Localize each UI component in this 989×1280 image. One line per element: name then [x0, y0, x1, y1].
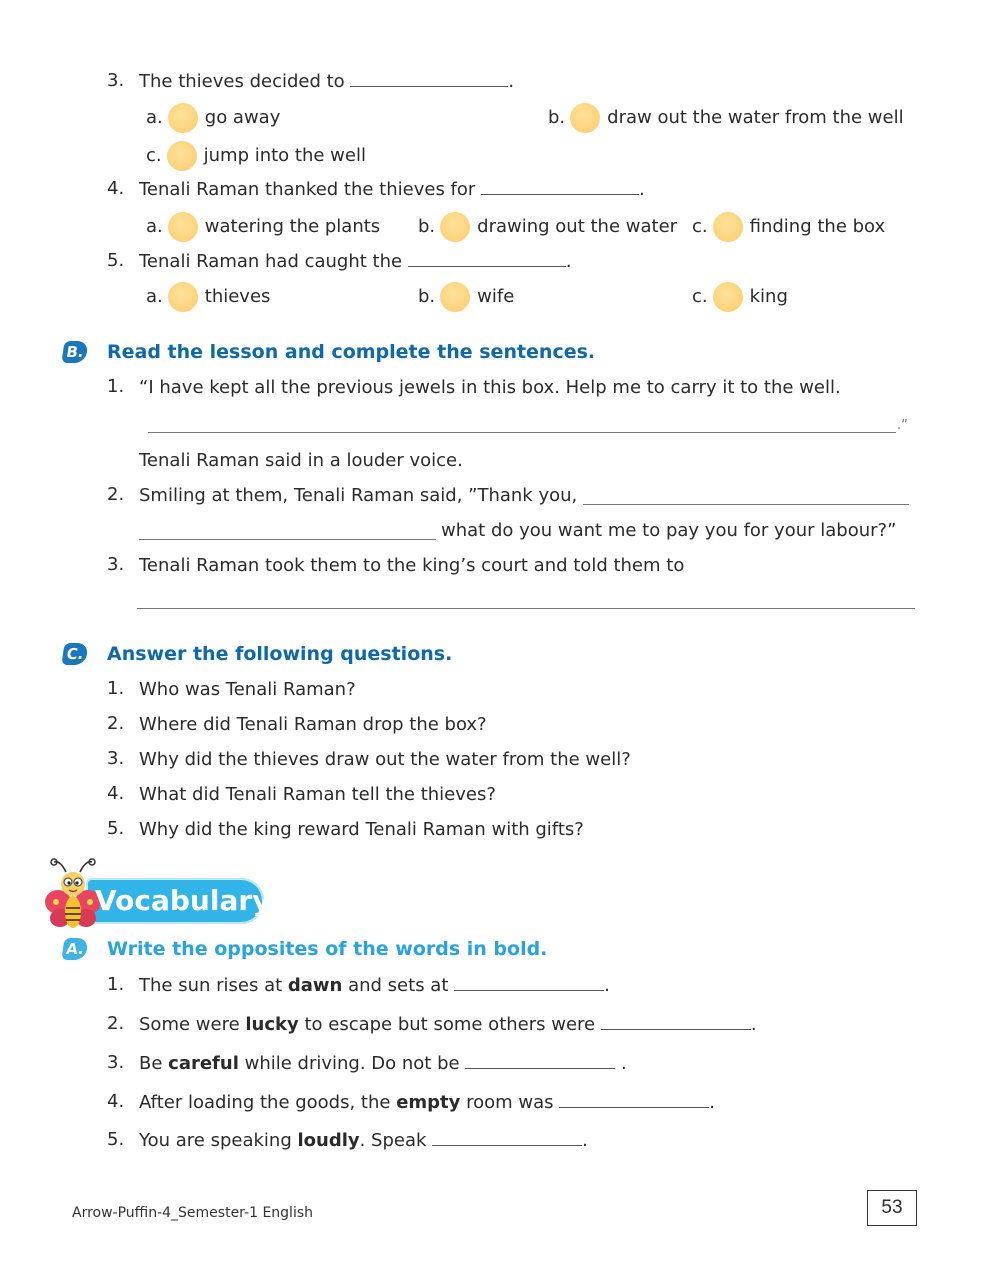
vocab-sentence: You are speaking loudly. Speak .: [139, 1130, 588, 1151]
answer-bubble[interactable]: [168, 103, 198, 133]
option-text: king: [749, 286, 788, 307]
vocab-sentence: The sun rises at dawn and sets at .: [139, 975, 610, 996]
answer-bubble[interactable]: [440, 212, 470, 242]
item-number: 3.: [107, 554, 125, 575]
section-b-badge: B.: [61, 341, 88, 363]
item-number: 1.: [107, 974, 125, 995]
option-3c[interactable]: [146, 141, 366, 171]
question-number: 3.: [107, 70, 125, 91]
vocab-a-badge: A.: [61, 938, 88, 960]
answer-blank[interactable]: [465, 1052, 615, 1069]
answer-blank[interactable]: [559, 1091, 709, 1108]
question-number: 5.: [107, 250, 125, 271]
book-footer: Arrow-Puffin-4_Semester-1 English: [72, 1205, 314, 1221]
answer-bubble[interactable]: [713, 282, 743, 312]
sentence-text: Tenali Raman took them to the king’s court and told them to: [139, 555, 685, 576]
section-c-heading: Answer the following questions.: [107, 643, 453, 665]
item-number: 3.: [107, 748, 125, 769]
answer-blank[interactable]: [481, 178, 639, 195]
option-5a[interactable]: [146, 282, 270, 312]
option-text: watering the plants: [204, 216, 381, 237]
question-number: 4.: [107, 178, 125, 199]
option-text: draw out the water from the well: [607, 107, 904, 128]
option-letter: a.: [146, 107, 163, 128]
option-letter: a.: [146, 286, 163, 307]
question-text: Where did Tenali Raman drop the box?: [139, 714, 487, 735]
answer-line[interactable]: [137, 608, 915, 609]
question-text: Who was Tenali Raman?: [139, 679, 356, 700]
item-number: 4.: [107, 1091, 125, 1112]
answer-blank[interactable]: [350, 70, 508, 87]
item-number: 5.: [107, 1129, 125, 1150]
question-text: Why did the thieves draw out the water from the well?: [139, 749, 631, 770]
option-letter: b.: [548, 107, 566, 128]
vocabulary-title: Vocabulary: [95, 884, 271, 917]
vocab-sentence: Some were lucky to escape but some others were .: [139, 1014, 757, 1035]
option-text: drawing out the water: [477, 216, 678, 237]
item-number: 2.: [107, 484, 125, 505]
section-b-heading: Read the lesson and complete the sentences.: [107, 341, 596, 363]
item-number: 1.: [107, 678, 125, 699]
option-letter: c.: [692, 216, 708, 237]
page-number: 53: [867, 1190, 917, 1226]
option-text: go away: [204, 107, 281, 128]
item-number: 5.: [107, 818, 125, 839]
sentence-text: Tenali Raman said in a louder voice.: [139, 450, 463, 471]
answer-line[interactable]: [583, 504, 909, 505]
question-text: What did Tenali Raman tell the thieves?: [139, 784, 496, 805]
sentence-text: what do you want me to pay you for your labour?”: [441, 520, 897, 541]
sentence-text: “I have kept all the previous jewels in this box. Help me to carry it to the well.: [139, 377, 841, 398]
option-text: wife: [477, 286, 515, 307]
sentence-text: Smiling at them, Tenali Raman said, ”Thank you,: [139, 485, 578, 506]
answer-bubble[interactable]: [168, 282, 198, 312]
answer-bubble[interactable]: [440, 282, 470, 312]
option-letter: c.: [146, 145, 162, 166]
option-4b[interactable]: [418, 212, 677, 242]
answer-line[interactable]: [139, 539, 436, 540]
answer-line[interactable]: [148, 432, 896, 433]
answer-bubble[interactable]: [168, 212, 198, 242]
option-letter: b.: [418, 286, 436, 307]
answer-blank[interactable]: [408, 250, 566, 267]
question-text: Tenali Raman had caught the .: [139, 251, 572, 272]
item-number: 1.: [107, 376, 125, 397]
answer-blank[interactable]: [432, 1129, 582, 1146]
answer-blank[interactable]: [601, 1013, 751, 1030]
item-number: 2.: [107, 713, 125, 734]
answer-bubble[interactable]: [167, 141, 197, 171]
option-4c[interactable]: [692, 212, 885, 242]
option-3a[interactable]: [146, 103, 280, 133]
item-number: 2.: [107, 1013, 125, 1034]
answer-bubble[interactable]: [570, 103, 600, 133]
quote-close: .”: [897, 418, 908, 433]
answer-blank[interactable]: [454, 974, 604, 991]
option-5b[interactable]: [418, 282, 514, 312]
option-letter: c.: [692, 286, 708, 307]
question-text: The thieves decided to .: [139, 71, 515, 92]
item-number: 4.: [107, 783, 125, 804]
vocab-sentence: Be careful while driving. Do not be .: [139, 1053, 627, 1074]
question-text: Why did the king reward Tenali Raman with gifts?: [139, 819, 584, 840]
option-text: thieves: [204, 286, 271, 307]
item-number: 3.: [107, 1052, 125, 1073]
option-5c[interactable]: [692, 282, 788, 312]
question-text: Tenali Raman thanked the thieves for .: [139, 179, 645, 200]
option-text: finding the box: [749, 216, 886, 237]
option-4a[interactable]: [146, 212, 380, 242]
option-letter: b.: [418, 216, 436, 237]
answer-bubble[interactable]: [713, 212, 743, 242]
section-c-badge: C.: [61, 643, 88, 665]
vocab-a-heading: Write the opposites of the words in bold.: [107, 938, 548, 960]
option-letter: a.: [146, 216, 163, 237]
vocab-sentence: After loading the goods, the empty room was .: [139, 1092, 715, 1113]
option-3b[interactable]: [548, 103, 904, 133]
option-text: jump into the well: [203, 145, 366, 166]
